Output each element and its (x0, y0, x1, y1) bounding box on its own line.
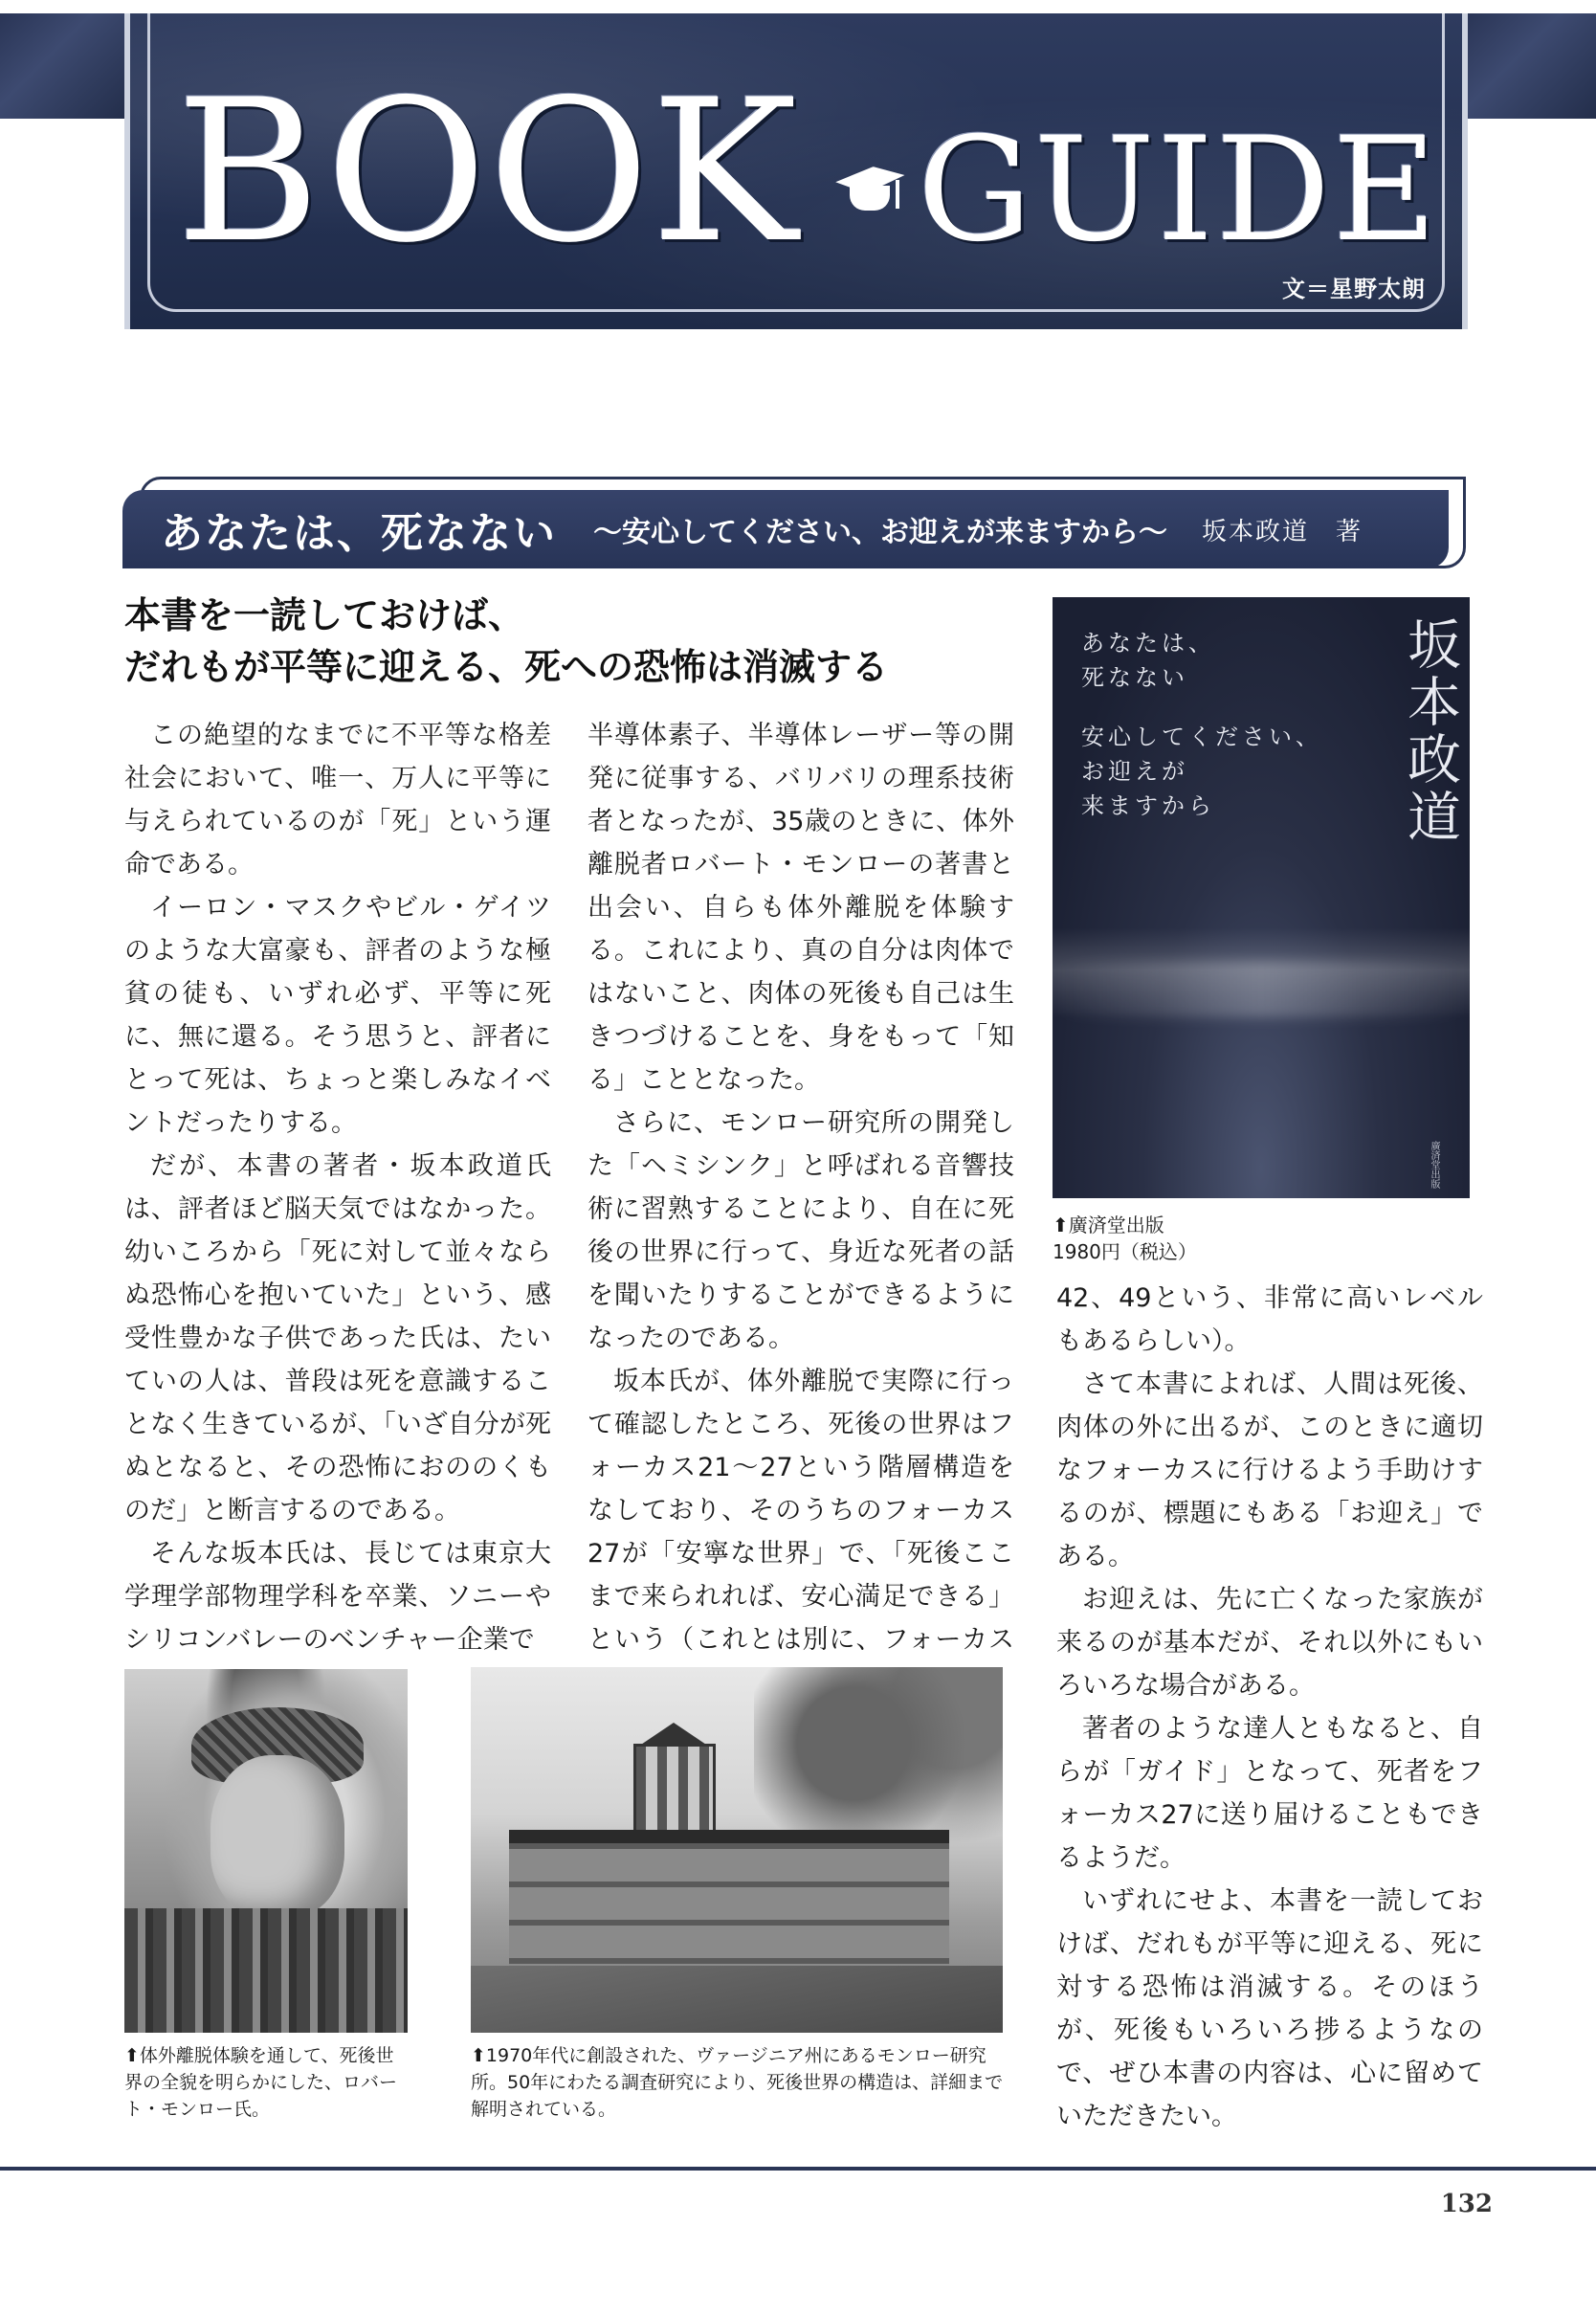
book-author: 坂本政道 著 (1202, 517, 1363, 546)
headline-line-1: 本書を一読しておけば、 (124, 594, 525, 636)
paragraph: だが、本書の著者・坂本政道氏は、評者ほど脳天気ではなかった。幼いころから「死に対して並々ならぬ恐怖心を抱いていた」という、感受性豊かな子供であった氏は、たいていの人は、普段は死を意識することなく生きているが、「いざ自分が死ぬとなると、その恐怖におののくものだ」と断言するのである。 (124, 1151, 551, 1525)
cover-caption-publisher: ⬆廣済堂出版 (1053, 1214, 1164, 1236)
article-headline (124, 590, 1024, 693)
monroe-institute-photo (471, 1667, 1003, 2033)
photo-caption-2: ⬆1970年代に創設された、ヴァージニア州にあるモンロー研究所。50年にわたる調査研究により、死後世界の構造は、詳細まで解明されている。 (471, 2045, 1004, 2120)
paragraph: いずれにせよ、本書を一読しておけば、だれもが平等に迎える、死に対する恐怖は消滅する。そのほうが、死後もいろいろ捗るようなので、ぜひ本書の内容は、心に留めていただきたい。 (1056, 1886, 1483, 2131)
book-guide-banner (124, 13, 1468, 329)
banner-texture-right (1468, 13, 1596, 119)
banner-texture-left (0, 13, 124, 119)
body-column-1 (124, 714, 551, 1661)
cover-line: 安心してください、 (1081, 724, 1322, 750)
book-title: あなたは、死なない (161, 509, 557, 558)
banner-title-book: BOOK (176, 58, 800, 286)
paragraph: この絶望的なまでに不平等な格差社会において、唯一、万人に平等に与えられているのが「死」という運命である。 (124, 721, 551, 880)
cover-line: あなたは、 (1081, 630, 1215, 657)
banner-title (176, 58, 1439, 286)
cover-line: 死なない (1081, 664, 1188, 691)
paragraph-continued: 半導体素子、半導体レーザー等の開発に従事する、バリバリの理系技術者となったが、35歳のときに、体外離脱者ロバート・モンローの著書と出会い、自らも体外離脱を体験する。これにより、真の自分は肉体ではないこと、肉体の死後も自己は生きつづけることを、身をもって「知る」こととなった。 (587, 721, 1014, 1095)
paragraph: お迎えは、先に亡くなった家族が来るのが基本だが、それ以外にもいろいろな場合がある。 (1056, 1585, 1483, 1701)
cover-caption (1053, 1212, 1340, 1265)
graduation-cap-icon (829, 161, 889, 218)
body-column-2 (587, 714, 1014, 1704)
page-number: 132 (1440, 2190, 1493, 2218)
title-bar-fill (122, 490, 1449, 568)
book-cover-image (1053, 597, 1470, 1198)
cover-publisher-vertical: 廣済堂出版 (1429, 1141, 1439, 1189)
paragraph: さらに、モンロー研究所の開発した「ヘミシンク」と呼ばれる音響技術に習熟することにより、自在に死後の世界に行って、身近な死者の話を聞いたりすることができるようになったのである。 (587, 1108, 1014, 1353)
cover-line: 来ますから (1081, 792, 1215, 819)
robert-monroe-photo (124, 1669, 408, 2033)
photo-caption-1: ⬆体外離脱体験を通して、死後世界の全貌を明らかにした、ロバート・モンロー氏。 (124, 2045, 398, 2120)
cover-caption-price: 1980円（税込） (1053, 1240, 1197, 1263)
body-column-3 (1056, 1277, 1483, 2138)
footer-rule (0, 2167, 1596, 2171)
paragraph: イーロン・マスクやビル・ゲイツのような大富豪も、評者のような極貧の徒も、いずれ必ず、平等に死に、無に還る。そう思うと、評者にとって死は、ちょっと楽しみなイベントだったりする。 (124, 893, 551, 1138)
headline-line-2: だれもが平等に迎える、死への恐怖は消滅する (124, 646, 889, 688)
paragraph: 著者のような達人ともなると、自らが「ガイド」となって、死者をフォーカス27に送り届けることもできるようだ。 (1056, 1714, 1483, 1873)
book-subtitle: ～安心してください、お迎えが来ますから～ (593, 516, 1167, 549)
paragraph: 坂本氏が、体外離脱で実際に行って確認したところ、死後の世界はフォーカス21～27という階層構造をなしており、そのうちのフォーカス27が「安寧な世界」で、「死後ここまで来られれば、安心満足できる」という（これとは別に、フォーカス (587, 1367, 1014, 1655)
cover-title-text (1081, 626, 1368, 823)
paragraph-continued: 42、49という、非常に高いレベルもあるらしい）。 (1056, 1283, 1483, 1356)
article-title-bar (122, 477, 1466, 568)
banner-title-guide: GUIDE (917, 107, 1439, 274)
byline: 文＝星野太朗 (1282, 276, 1426, 302)
cover-author-vertical: 坂本政道 (1399, 616, 1461, 846)
paragraph: さて本書によれば、人間は死後、肉体の外に出るが、このときに適切なフォーカスに行けるよう手助けするのが、標題にもある「お迎え」である。 (1056, 1370, 1483, 1571)
cover-line: お迎えが (1081, 758, 1188, 785)
paragraph: そんな坂本氏は、長じては東京大学理学部物理学科を卒業、ソニーやシリコンバレーのベンチャー企業で (124, 1539, 551, 1655)
